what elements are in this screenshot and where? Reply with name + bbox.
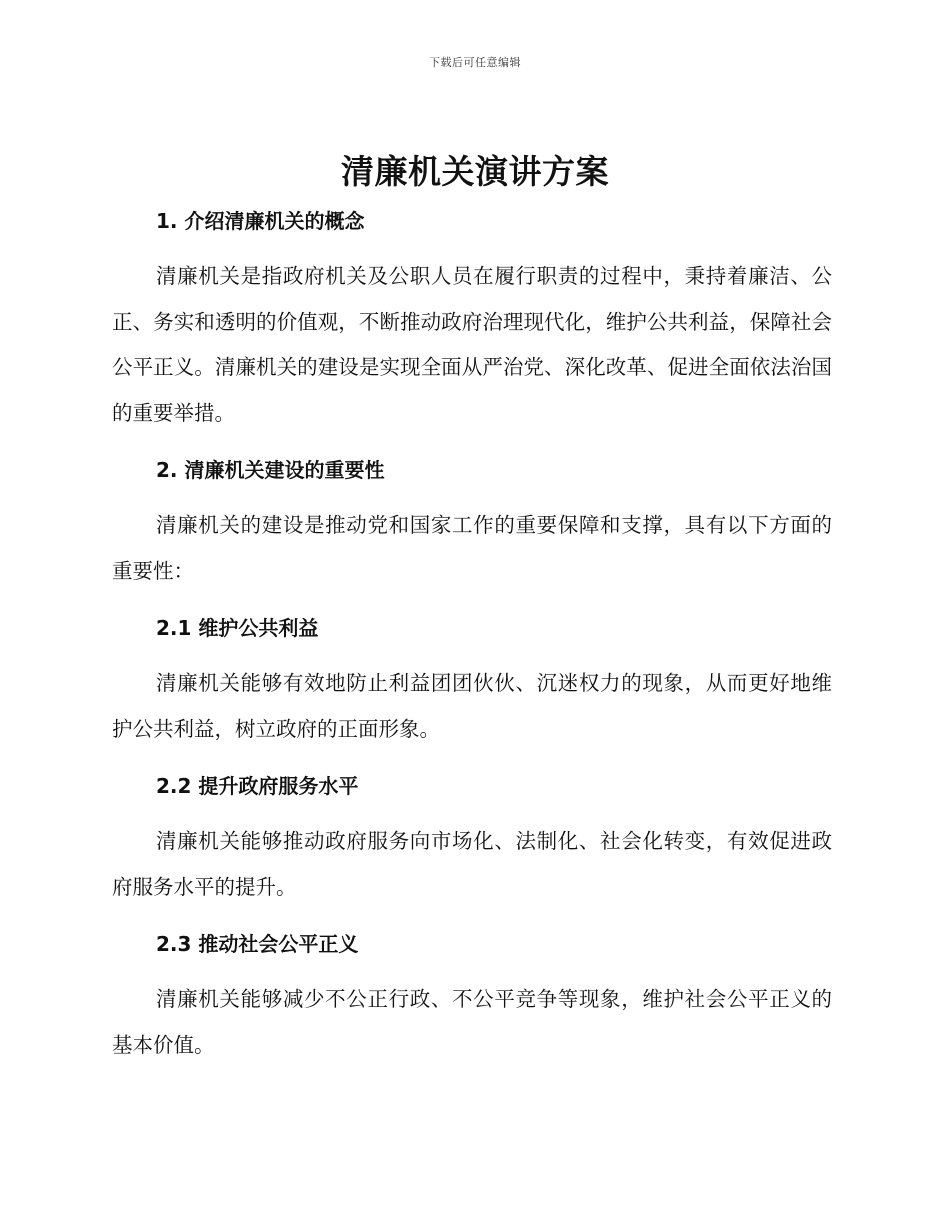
- section-heading-2-2: 2.2 提升政府服务水平: [156, 774, 359, 798]
- section-paragraph-2: 清廉机关的建设是推动党和国家工作的重要保障和支撑，具有以下方面的重要性：: [112, 513, 832, 583]
- section-heading-1: 1. 介绍清廉机关的概念: [156, 209, 365, 233]
- section-paragraph-2-1: 清廉机关能够有效地防止利益团团伙伙、沉迷权力的现象，从而更好地维护公共利益，树立政府的正面形象。: [112, 671, 832, 741]
- page-title: 清廉机关演讲方案: [341, 152, 609, 191]
- section-heading-2-1: 2.1 维护公共利益: [156, 616, 319, 640]
- document-body: [112, 196, 832, 1077]
- section-paragraph-2-2: 清廉机关能够推动政府服务向市场化、法制化、社会化转变，有效促进政府服务水平的提升。: [112, 829, 832, 899]
- section-heading-2: 2. 清廉机关建设的重要性: [156, 458, 385, 482]
- section-paragraph-1: 清廉机关是指政府机关及公职人员在履行职责的过程中，秉持着廉洁、公正、务实和透明的价值观，不断推动政府治理现代化，维护公共利益，保障社会公平正义。清廉机关的建设是实现全面从严治党、深化改革、促进全面依法治国的重要举措。: [112, 264, 832, 425]
- page-header-note: 下载后可任意编辑: [429, 56, 521, 69]
- section-paragraph-2-3: 清廉机关能够减少不公正行政、不公平竞争等现象，维护社会公平正义的基本价值。: [112, 987, 832, 1057]
- section-heading-2-3: 2.3 推动社会公平正义: [156, 932, 359, 956]
